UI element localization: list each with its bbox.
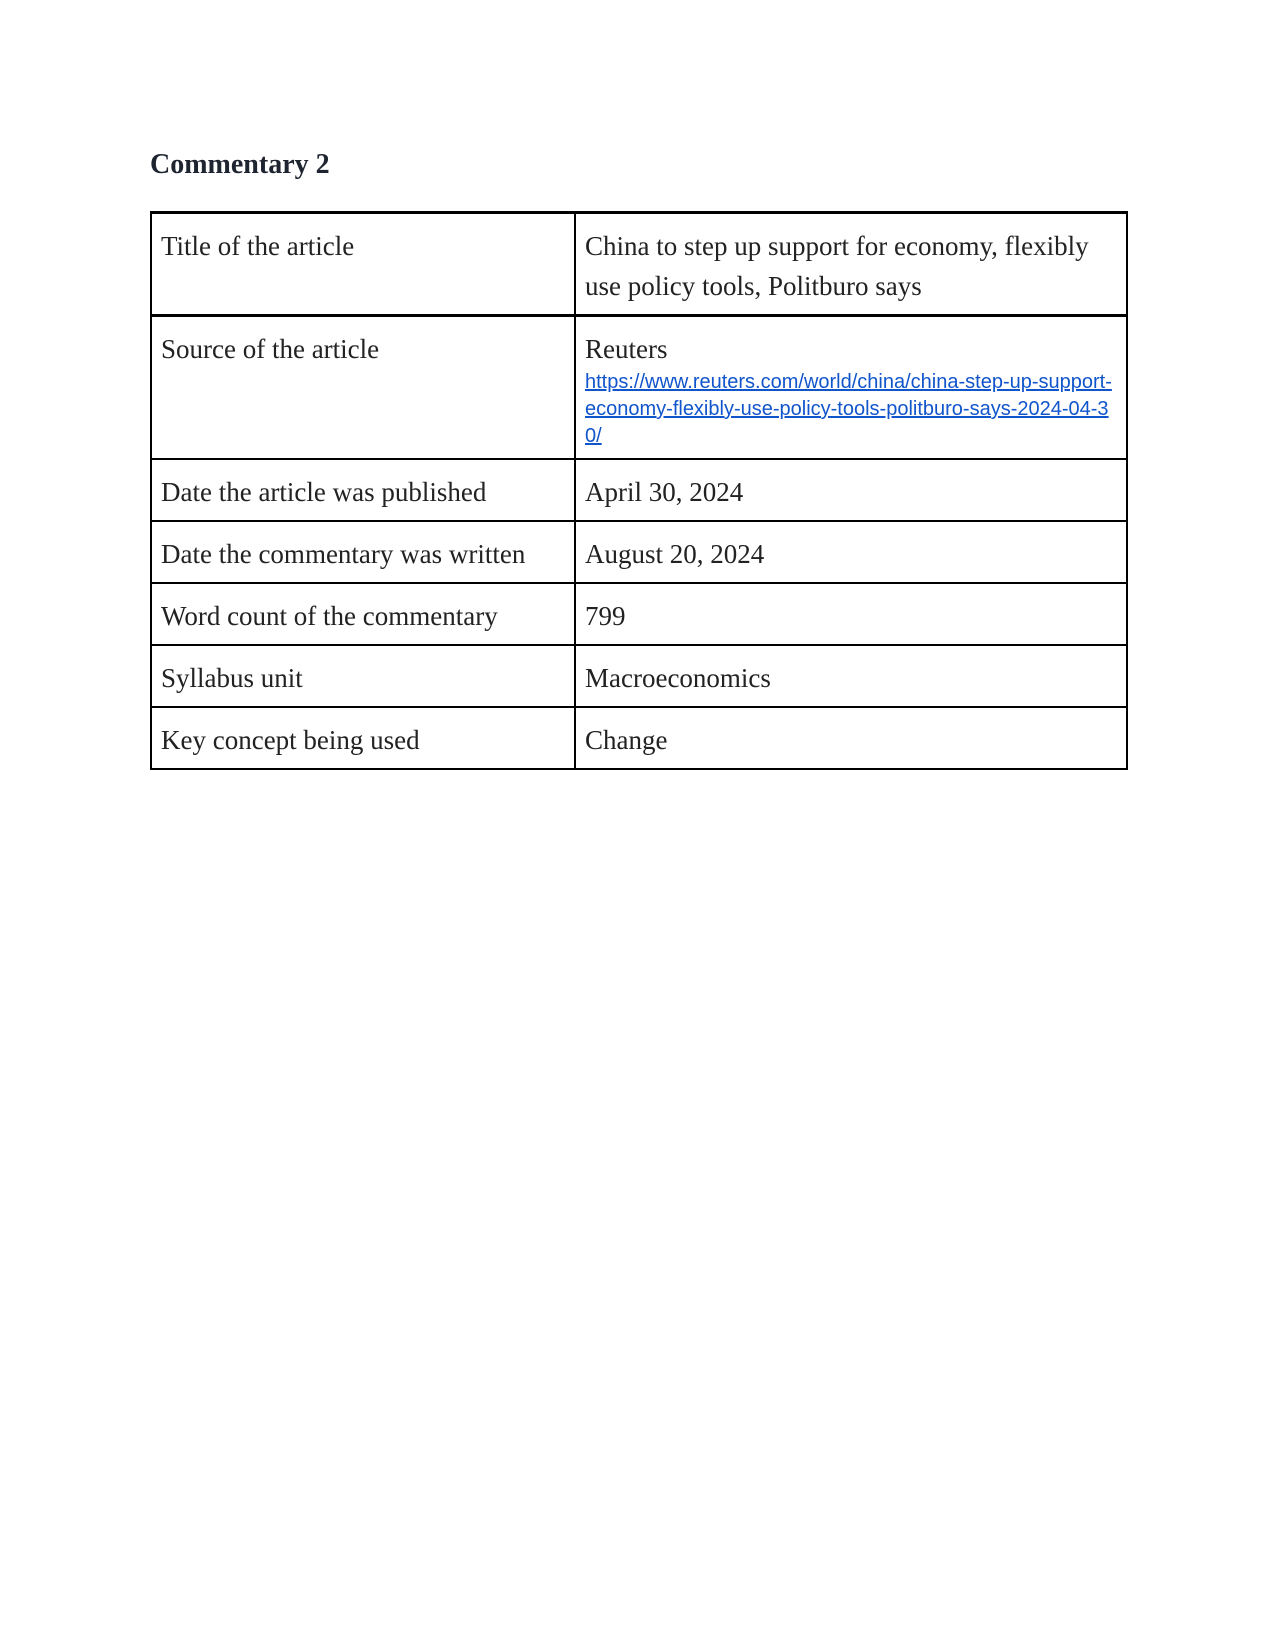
table-row: [151, 459, 1127, 521]
row-value-written: August 20, 2024: [575, 521, 1127, 583]
table-row: [151, 521, 1127, 583]
source-link[interactable]: https://www.reuters.com/world/china/china-step-up-support-economy-flexibly-use-policy-tools-politburo-says-2024-04-30/: [585, 371, 1112, 447]
row-label-syllabus: Syllabus unit: [151, 645, 575, 707]
row-label-published: Date the article was published: [151, 459, 575, 521]
row-value-key-concept: Change: [575, 707, 1127, 769]
row-value-published: April 30, 2024: [575, 459, 1127, 521]
row-label-written: Date the commentary was written: [151, 521, 575, 583]
row-value-title: China to step up support for economy, flexibly use policy tools, Politburo says: [575, 213, 1127, 316]
row-value-source: [575, 316, 1127, 460]
row-value-syllabus: Macroeconomics: [575, 645, 1127, 707]
row-label-source: Source of the article: [151, 316, 575, 460]
table-row: [151, 707, 1127, 769]
article-info-table: [150, 211, 1128, 770]
document-heading: Commentary 2: [150, 149, 330, 180]
source-name: Reuters: [585, 334, 668, 364]
table-row: [151, 316, 1127, 460]
table-row: [151, 213, 1127, 316]
table-row: [151, 645, 1127, 707]
row-label-title: Title of the article: [151, 213, 575, 316]
row-label-key-concept: Key concept being used: [151, 707, 575, 769]
row-label-word-count: Word count of the commentary: [151, 583, 575, 645]
row-value-word-count: 799: [575, 583, 1127, 645]
table-row: [151, 583, 1127, 645]
